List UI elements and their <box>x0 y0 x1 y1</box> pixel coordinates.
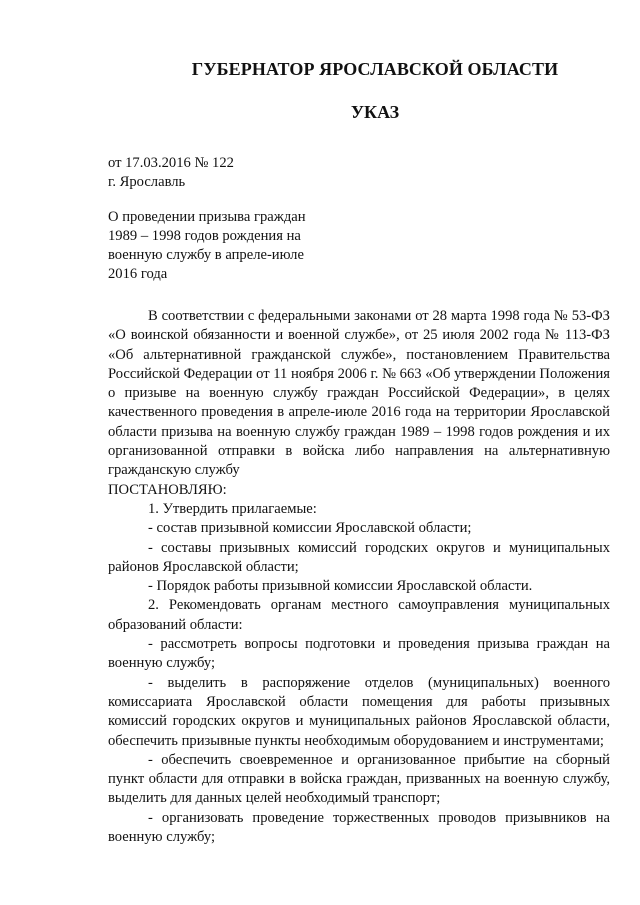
subject-line: 2016 года <box>108 266 168 282</box>
subject-line: О проведении призыва граждан <box>108 209 306 225</box>
item-2: 2. Рекомендовать органам местного самоуправления муниципальных образований области: <box>108 597 610 633</box>
item-1-subitem: - составы призывных комиссий городских округов и муниципальных районов Ярославской области; <box>108 539 610 575</box>
item-1-subitem: - состав призывной комиссии Ярославской области; <box>148 520 472 537</box>
item-2-subitem: - обеспечить своевременное и организованное прибытие на сборный пункт области для отправки в войска граждан, призванных на военную службу, выделить для данных целей необходимый транспорт; <box>108 751 610 807</box>
decree-subject <box>108 208 338 284</box>
decree-word: ПОСТАНОВЛЯЮ: <box>108 481 227 498</box>
item-2-subitem: - рассмотреть вопросы подготовки и проведения призыва граждан на военную службу; <box>108 636 610 672</box>
document-type: УКАЗ <box>350 102 400 122</box>
item-1: 1. Утвердить прилагаемые: <box>148 500 317 517</box>
document-meta <box>108 154 234 192</box>
issuing-authority: ГУБЕРНАТОР ЯРОСЛАВСКОЙ ОБЛАСТИ <box>191 59 559 79</box>
subject-line: 1989 – 1998 годов рождения на <box>108 228 301 244</box>
item-2-subitem: - организовать проведение торжественных проводов призывников на военную службу; <box>108 809 610 846</box>
item-1-subitem: - Порядок работы призывной комиссии Ярославской области. <box>148 578 533 595</box>
preamble-paragraph: В соответствии с федеральными законами от 28 марта 1998 года № 53-ФЗ «О воинской обязанности и военной службе», от 25 июля 2002 года № 113-ФЗ «Об альтернативной гражданской службе», постановлением Правительства Российской Федерации от 11 ноября 2006 г. № 663 «Об утверждении Положения о призыве на военную службу граждан Российской Федерации», в целях качественного проведения в апреле-июле 2016 года на территории Ярославской области призыва на военную службу граждан 1989 – 1998 годов рождения и их организованной отправки в войска либо направления на альтернативную гражданскую службу <box>108 308 610 479</box>
date-and-number: от 17.03.2016 № 122 <box>108 155 234 171</box>
decree-body <box>108 307 610 847</box>
subject-line: военную службу в апреле-июле <box>108 247 304 263</box>
city: г. Ярославль <box>108 174 186 190</box>
item-2-subitem: - выделить в распоряжение отделов (муниципальных) военного комиссариата Ярославской области помещения для работы призывных комиссий городских округов и муниципальных районов Ярославской области, обеспечить призывные пункты необходимым оборудованием и инструментами; <box>108 674 610 749</box>
